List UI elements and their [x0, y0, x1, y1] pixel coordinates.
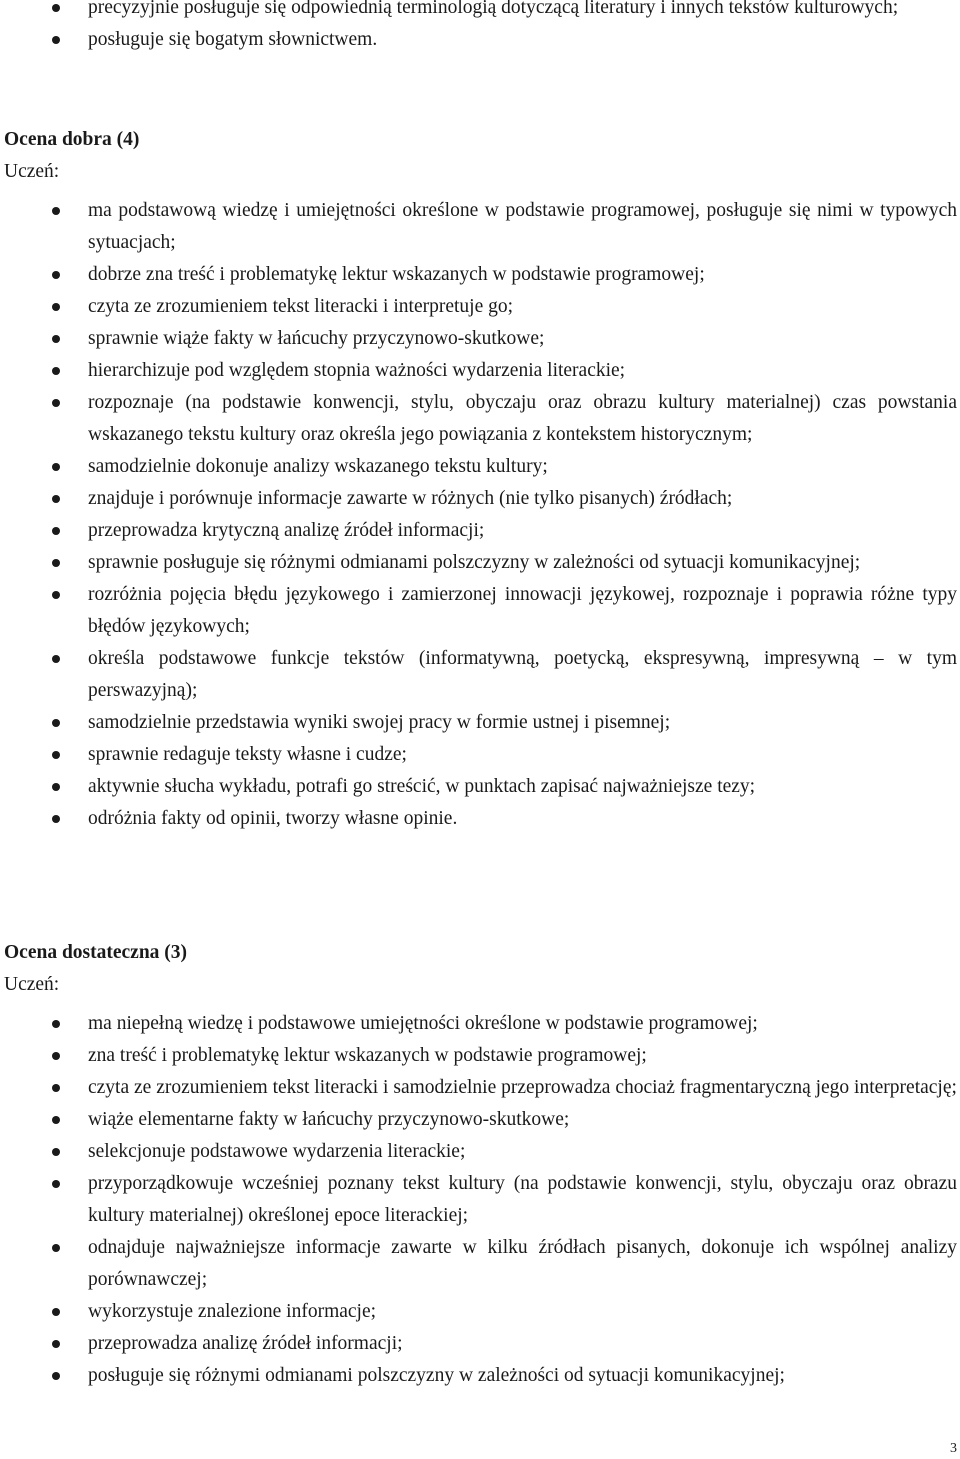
bullet-icon	[52, 1244, 60, 1252]
list-item-text: zna treść i problematykę lektur wskazanych w podstawie programowej;	[88, 1045, 647, 1066]
list-item	[0, 1232, 957, 1296]
list-item-text: ma niepełną wiedzę i podstawowe umiejętności określone w podstawie programowej;	[88, 1013, 758, 1034]
list-item	[0, 515, 957, 547]
top-bullet-list	[0, 0, 957, 56]
list-item-text: odnajduje najważniejsze informacje zawarte w kilku źródłach pisanych, dokonuje ich wspólnej analizy porównawczej;	[88, 1237, 957, 1290]
bullet-icon	[52, 1020, 60, 1028]
list-item-text: samodzielnie dokonuje analizy wskazanego tekstu kultury;	[88, 456, 548, 477]
bullet-icon	[52, 367, 60, 375]
list-item	[0, 483, 957, 515]
list-item	[0, 291, 957, 323]
bullet-icon	[52, 463, 60, 471]
list-item-text: wykorzystuje znalezione informacje;	[88, 1301, 377, 1322]
section-grade-good	[0, 124, 957, 835]
bullet-icon	[52, 815, 60, 823]
list-item	[0, 1328, 957, 1360]
list-item-text: określa podstawowe funkcje tekstów (informatywną, poetycką, ekspresywną, impresywną – w tym perswazyjną);	[88, 648, 957, 701]
bullet-icon	[52, 559, 60, 567]
list-item-text: przeprowadza krytyczną analizę źródeł informacji;	[88, 520, 485, 541]
section-heading: Ocena dostateczna (3)	[4, 942, 188, 963]
list-item	[0, 1072, 957, 1104]
list-item	[0, 355, 957, 387]
list-item-text: czyta ze zrozumieniem tekst literacki i interpretuje go;	[88, 296, 514, 317]
grade-satisfactory-bullet-list	[0, 1008, 957, 1392]
bullet-icon	[52, 1084, 60, 1092]
bullet-icon	[52, 1116, 60, 1124]
list-item	[0, 0, 957, 24]
list-item	[0, 771, 957, 803]
bullet-icon	[52, 1180, 60, 1188]
list-item-text: rozróżnia pojęcia błędu językowego i zamierzonej innowacji językowej, rozpoznaje i poprawia różne typy błędów językowych;	[88, 584, 957, 637]
list-item-text: sprawnie redaguje teksty własne i cudze;	[88, 744, 407, 765]
bullet-icon	[52, 1308, 60, 1316]
list-item-text: ma podstawową wiedzę i umiejętności określone w podstawie programowej, posługuje się nimi w typowych sytuacjach;	[88, 200, 957, 253]
section-intro: Uczeń:	[4, 161, 60, 182]
bullet-icon	[52, 1148, 60, 1156]
list-item-text: posługuje się bogatym słownictwem.	[88, 29, 378, 50]
bullet-icon	[52, 495, 60, 503]
list-item	[0, 451, 957, 483]
bullet-icon	[52, 207, 60, 215]
grade-good-bullet-list	[0, 195, 957, 835]
top-section	[0, 0, 957, 56]
bullet-icon	[52, 1372, 60, 1380]
list-item-text: przeprowadza analizę źródeł informacji;	[88, 1333, 403, 1354]
section-grade-satisfactory	[0, 937, 957, 1392]
list-item-text: selekcjonuje podstawowe wydarzenia literackie;	[88, 1141, 466, 1162]
bullet-icon	[52, 399, 60, 407]
list-item-text: sprawnie posługuje się różnymi odmianami polszczyzny w zależności od sytuacji komunikacyjnej;	[88, 552, 861, 573]
bullet-icon	[52, 36, 60, 44]
bullet-icon	[52, 1340, 60, 1348]
list-item	[0, 1008, 957, 1040]
list-item	[0, 643, 957, 707]
bullet-icon	[52, 527, 60, 535]
list-item-text: odróżnia fakty od opinii, tworzy własne opinie.	[88, 808, 458, 829]
list-item-text: dobrze zna treść i problematykę lektur wskazanych w podstawie programowej;	[88, 264, 705, 285]
bullet-icon	[52, 751, 60, 759]
list-item	[0, 707, 957, 739]
list-item-text: precyzyjnie posługuje się odpowiednią terminologią dotyczącą literatury i innych tekstów kulturowych;	[88, 0, 899, 18]
bullet-icon	[52, 719, 60, 727]
list-item-text: aktywnie słucha wykładu, potrafi go streścić, w punktach zapisać najważniejsze tezy;	[88, 776, 756, 797]
page-number: 3	[950, 1441, 957, 1456]
list-item	[0, 1360, 957, 1392]
bullet-icon	[52, 591, 60, 599]
list-item	[0, 1136, 957, 1168]
list-item-text: posługuje się różnymi odmianami polszczyzny w zależności od sytuacji komunikacyjnej;	[88, 1365, 785, 1386]
list-item	[0, 739, 957, 771]
list-item	[0, 1296, 957, 1328]
bullet-icon	[52, 655, 60, 663]
list-item	[0, 1040, 957, 1072]
section-heading: Ocena dobra (4)	[4, 129, 140, 150]
list-item	[0, 195, 957, 259]
list-item-text: czyta ze zrozumieniem tekst literacki i samodzielnie przeprowadza chociaż fragmentaryczną jego interpretację;	[88, 1077, 957, 1098]
bullet-icon	[52, 1052, 60, 1060]
list-item-text: przyporządkowuje wcześniej poznany tekst kultury (na podstawie konwencji, stylu, obyczaju oraz obrazu kultury materialnej) określonej epoce literackiej;	[88, 1173, 957, 1226]
bullet-icon	[52, 4, 60, 12]
bullet-icon	[52, 303, 60, 311]
list-item	[0, 323, 957, 355]
bullet-icon	[52, 271, 60, 279]
list-item	[0, 24, 957, 56]
list-item-text: wiąże elementarne fakty w łańcuchy przyczynowo-skutkowe;	[88, 1109, 570, 1130]
list-item	[0, 259, 957, 291]
list-item	[0, 1168, 957, 1232]
list-item	[0, 387, 957, 451]
list-item	[0, 803, 957, 835]
bullet-icon	[52, 783, 60, 791]
list-item-text: sprawnie wiąże fakty w łańcuchy przyczynowo-skutkowe;	[88, 328, 545, 349]
list-item	[0, 579, 957, 643]
list-item-text: hierarchizuje pod względem stopnia ważności wydarzenia literackie;	[88, 360, 626, 381]
list-item	[0, 1104, 957, 1136]
list-item-text: znajduje i porównuje informacje zawarte w różnych (nie tylko pisanych) źródłach;	[88, 488, 733, 509]
list-item-text: samodzielnie przedstawia wyniki swojej pracy w formie ustnej i pisemnej;	[88, 712, 671, 733]
list-item	[0, 547, 957, 579]
list-item-text: rozpoznaje (na podstawie konwencji, stylu, obyczaju oraz obrazu kultury materialnej) czas powstania wskazanego tekstu kultury oraz określa jego powiązania z kontekstem historycznym;	[88, 392, 957, 445]
section-intro: Uczeń:	[4, 974, 60, 995]
bullet-icon	[52, 335, 60, 343]
